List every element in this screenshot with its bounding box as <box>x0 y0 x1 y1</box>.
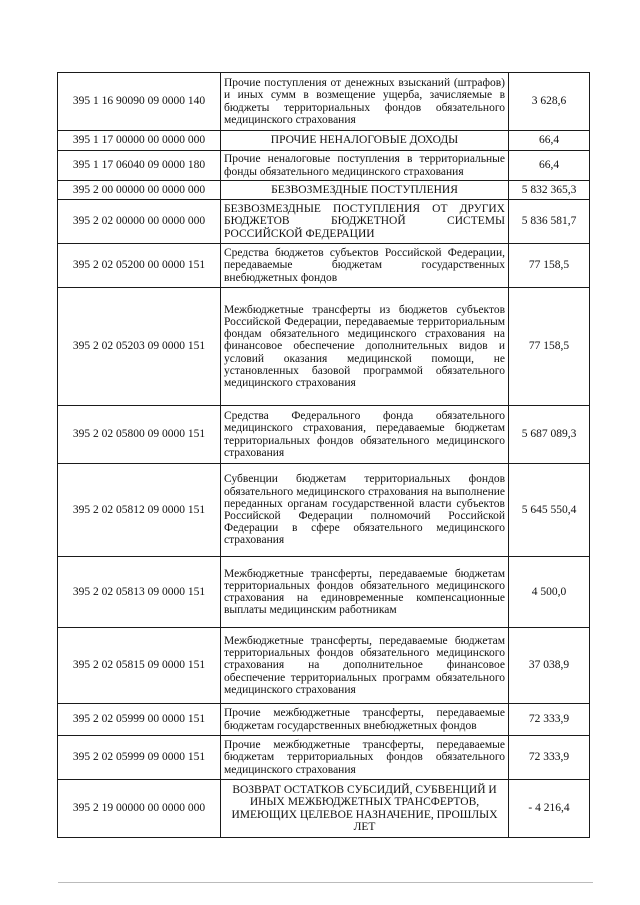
description-cell: Прочие поступления от денежных взысканий (штрафов) и иных сумм в возмещение ущерба, зачисляемые в бюджеты территориальных фондов обязательного медицинского страхования <box>221 73 509 131</box>
budget-code-cell: 395 1 17 06040 09 0000 180 <box>58 151 221 181</box>
budget-code-cell: 395 2 02 05999 09 0000 151 <box>58 736 221 780</box>
table-row <box>58 200 590 244</box>
bottom-page-rule <box>58 882 593 883</box>
amount-cell: 5 645 550,4 <box>509 464 590 557</box>
revenue-classification-table <box>57 72 590 838</box>
budget-code-cell: 395 2 02 00000 00 0000 000 <box>58 200 221 244</box>
table-row <box>58 557 590 628</box>
amount-cell: 72 333,9 <box>509 704 590 736</box>
table-row <box>58 288 590 406</box>
description-cell: Межбюджетные трансферты, передаваемые бюджетам территориальных фондов обязательного медицинского страхования на дополнительное финансовое обеспечение территориальных программ обязательного медицинского страхования <box>221 628 509 704</box>
budget-code-cell: 395 2 02 05200 00 0000 151 <box>58 244 221 288</box>
budget-code-cell: 395 2 02 05999 00 0000 151 <box>58 704 221 736</box>
budget-code-cell: 395 2 00 00000 00 0000 000 <box>58 181 221 200</box>
description-cell: Прочие межбюджетные трансферты, передаваемые бюджетам территориальных фондов обязательного медицинского страхования <box>221 736 509 780</box>
description-cell: Межбюджетные трансферты из бюджетов субъектов Российской Федерации, передаваемые территориальным фондам обязательного медицинского страхования на финансовое обеспечение дополнительных видов и условий оказания медицинской помощи, не установленных базовой программой обязательного медицинского страхования <box>221 288 509 406</box>
amount-cell: 37 038,9 <box>509 628 590 704</box>
budget-code-cell: 395 2 02 05815 09 0000 151 <box>58 628 221 704</box>
budget-code-cell: 395 2 02 05813 09 0000 151 <box>58 557 221 628</box>
table-row <box>58 181 590 200</box>
amount-cell: 77 158,5 <box>509 244 590 288</box>
description-cell: Прочие межбюджетные трансферты, передаваемые бюджетам государственных внебюджетных фондов <box>221 704 509 736</box>
amount-cell: 66,4 <box>509 151 590 181</box>
table-row <box>58 244 590 288</box>
budget-code-cell: 395 2 02 05203 09 0000 151 <box>58 288 221 406</box>
description-cell: ВОЗВРАТ ОСТАТКОВ СУБСИДИЙ, СУБВЕНЦИЙ И ИНЫХ МЕЖБЮДЖЕТНЫХ ТРАНСФЕРТОВ, ИМЕЮЩИХ ЦЕЛЕВОЕ НАЗНАЧЕНИЕ, ПРОШЛЫХ ЛЕТ <box>221 780 509 838</box>
table-row <box>58 628 590 704</box>
description-cell: Прочие неналоговые поступления в территориальные фонды обязательного медицинского страхования <box>221 151 509 181</box>
table-row <box>58 73 590 131</box>
budget-code-cell: 395 2 02 05800 09 0000 151 <box>58 406 221 464</box>
description-cell: Субвенции бюджетам территориальных фондов обязательного медицинского страхования на выполнение переданных органам государственной власти субъектов Российской Федерации полномочий Российской Федерации в сфере обязательного медицинского страхования <box>221 464 509 557</box>
table-row <box>58 704 590 736</box>
table-row <box>58 131 590 151</box>
description-cell: БЕЗВОЗМЕЗДНЫЕ ПОСТУПЛЕНИЯ ОТ ДРУГИХ БЮДЖЕТОВ БЮДЖЕТНОЙ СИСТЕМЫ РОССИЙСКОЙ ФЕДЕРАЦИИ <box>221 200 509 244</box>
table-row <box>58 151 590 181</box>
table-row <box>58 736 590 780</box>
budget-code-cell: 395 1 17 00000 00 0000 000 <box>58 131 221 151</box>
amount-cell: 77 158,5 <box>509 288 590 406</box>
amount-cell: 66,4 <box>509 131 590 151</box>
table-row <box>58 406 590 464</box>
table-row <box>58 464 590 557</box>
budget-code-cell: 395 2 02 05812 09 0000 151 <box>58 464 221 557</box>
amount-cell: 5 836 581,7 <box>509 200 590 244</box>
budget-code-cell: 395 2 19 00000 00 0000 000 <box>58 780 221 838</box>
amount-cell: 72 333,9 <box>509 736 590 780</box>
amount-cell: 5 832 365,3 <box>509 181 590 200</box>
amount-cell: 3 628,6 <box>509 73 590 131</box>
amount-cell: - 4 216,4 <box>509 780 590 838</box>
amount-cell: 4 500,0 <box>509 557 590 628</box>
description-cell: Средства бюджетов субъектов Российской Федерации, передаваемые бюджетам государственных внебюджетных фондов <box>221 244 509 288</box>
amount-cell: 5 687 089,3 <box>509 406 590 464</box>
description-cell: ПРОЧИЕ НЕНАЛОГОВЫЕ ДОХОДЫ <box>221 131 509 151</box>
table-row <box>58 780 590 838</box>
budget-code-cell: 395 1 16 90090 09 0000 140 <box>58 73 221 131</box>
description-cell: Средства Федерального фонда обязательного медицинского страхования, передаваемые бюджетам территориальных фондов обязательного медицинского страхования <box>221 406 509 464</box>
description-cell: Межбюджетные трансферты, передаваемые бюджетам территориальных фондов обязательного медицинского страхования на единовременные компенсационные выплаты медицинским работникам <box>221 557 509 628</box>
description-cell: БЕЗВОЗМЕЗДНЫЕ ПОСТУПЛЕНИЯ <box>221 181 509 200</box>
